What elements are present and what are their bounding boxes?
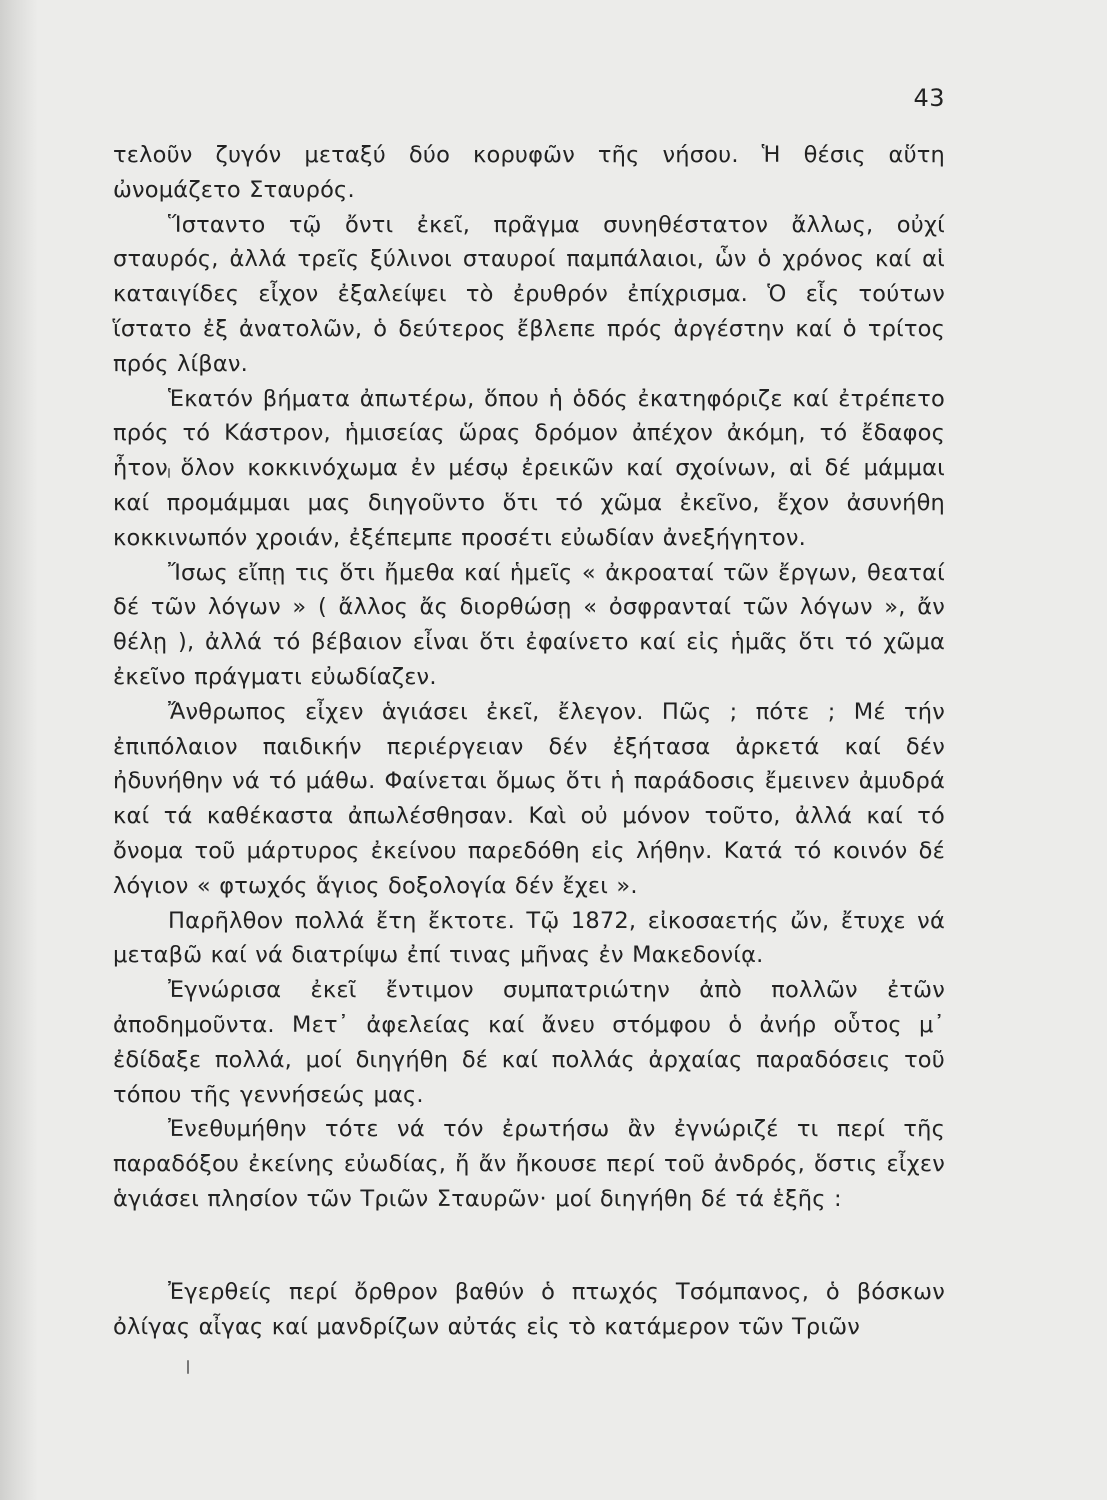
paragraph: Παρῆλθον πολλά ἔτη ἔκτοτε. Τῷ 1872, εἰκοσαετής ὤν, ἔτυχε νά μεταβῶ καί νά διατρίψω ἐπί τινας μῆνας ἐν Μακεδονίᾳ.	[113, 907, 945, 969]
paragraph: Ἑκατόν βήματα ἀπωτέρω, ὅπου ἡ ὁδός ἐκατηφόριζε καί ἐτρέπετο πρός τό Κάστρον, ἡμισείας ὥρας δρόμον ἀπέχον ἀκόμη, τό ἔδαφος ἦτον ὅλον κοκκινόχωμα ἐν μέσῳ ἐρεικῶν καί σχοίνων, αἱ δέ μάμμαι καί προμάμμαι μας διηγοῦντο ὅτι τό χῶμα ἐκεῖνο, ἔχον ἀσυνήθη κοκκινωπόν χροιάν, ἐξέπεμπε προσέτι εὐωδίαν ἀνεξήγητον.	[113, 385, 945, 551]
paragraph: Ἄνθρωπος εἶχεν ἁγιάσει ἐκεῖ, ἔλεγον. Πῶς ; πότε ; Μέ τήν ἐπιπόλαιον παιδικήν περιέργειαν δέν ἐξήτασα ἀρκετά καί δέν ἠδυνήθην νά τό μάθω. Φαίνεται ὅμως ὅτι ἡ παράδοσις ἔμεινεν ἀμυδρά καί τά καθέκαστα ἀπωλέσθησαν. Καὶ οὐ μόνον τοῦτο, ἀλλά καί τό ὄνομα τοῦ μάρτυρος ἐκείνου παρεδόθη εἰς λήθην. Κατά τό κοινόν δέ λόγιον « φτωχός ἅγιος δοξολογία δέν ἔχει ».	[113, 698, 945, 899]
scan-speck	[187, 1360, 189, 1374]
section-break	[113, 1217, 945, 1275]
paragraph: τελοῦν ζυγόν μεταξύ δύο κορυφῶν τῆς νήσου. Ἡ θέσις αὕτη ὠνομάζετο Σταυρός.	[113, 142, 945, 203]
paragraph: Ἐγνώρισα ἐκεῖ ἔντιμον συμπατριώτην ἀπὸ πολλῶν ἐτῶν ἀποδημοῦντα. Μετ᾽ ἀφελείας καί ἄνευ στόμφου ὁ ἀνήρ οὗτος μ᾽ ἐδίδαξε πολλά, μοί διηγήθη δέ καί πολλάς ἀρχαίας παραδόσεις τοῦ τόπου τῆς γεννήσεώς μας.	[113, 977, 945, 1108]
body-text	[113, 138, 945, 1344]
paragraph: Ἐνεθυμήθην τότε νά τόν ἐρωτήσω ἂν ἐγνώριζέ τι περί τῆς παραδόξου ἐκείνης εὐωδίας, ἤ ἄν ἤκουσε περί τοῦ ἀνδρός, ὅστις εἶχεν ἁγιάσει πλησίον τῶν Τριῶν Σταυρῶν· μοί διηγήθη δέ τά ἑξῆς :	[113, 1116, 945, 1212]
paragraph: Ἐγερθείς περί ὄρθρον βαθύν ὁ πτωχός Τσόμπανος, ὁ βόσκων ὀλίγας αἶγας καί μανδρίζων αὐτάς εἰς τὸ κατάμερον τῶν Τριῶν	[113, 1278, 945, 1340]
page-number: 43	[913, 84, 945, 112]
paragraph: Ἵσταντο τῷ ὄντι ἐκεῖ, πρᾶγμα συνηθέστατον ἄλλως, οὐχί σταυρός, ἀλλά τρεῖς ξύλινοι σταυροί παμπάλαιοι, ὧν ὁ χρόνος καί αἱ καταιγίδες εἶχον ἐξαλείψει τὸ ἐρυθρόν ἐπίχρισμα. Ὁ εἷς τούτων ἵστατο ἐξ ἀνατολῶν, ὁ δεύτερος ἔβλεπε πρός ἀργέστην καί ὁ τρίτος πρός λίβαν.	[113, 211, 945, 377]
paragraph: Ἴσως εἴπῃ τις ὅτι ἤμεθα καί ἡμεῖς « ἀκροαταί τῶν ἔργων, θεαταί δέ τῶν λόγων » ( ἄλλος ἄς διορθώσῃ « ὀσφρανταί τῶν λόγων », ἄν θέλῃ ), ἀλλά τό βέβαιον εἶναι ὅτι ἐφαίνετο καί εἰς ἡμᾶς ὅτι τό χῶμα ἐκεῖνο πράγματι εὐωδίαζεν.	[113, 559, 945, 690]
page-gutter-shadow	[0, 0, 38, 1500]
